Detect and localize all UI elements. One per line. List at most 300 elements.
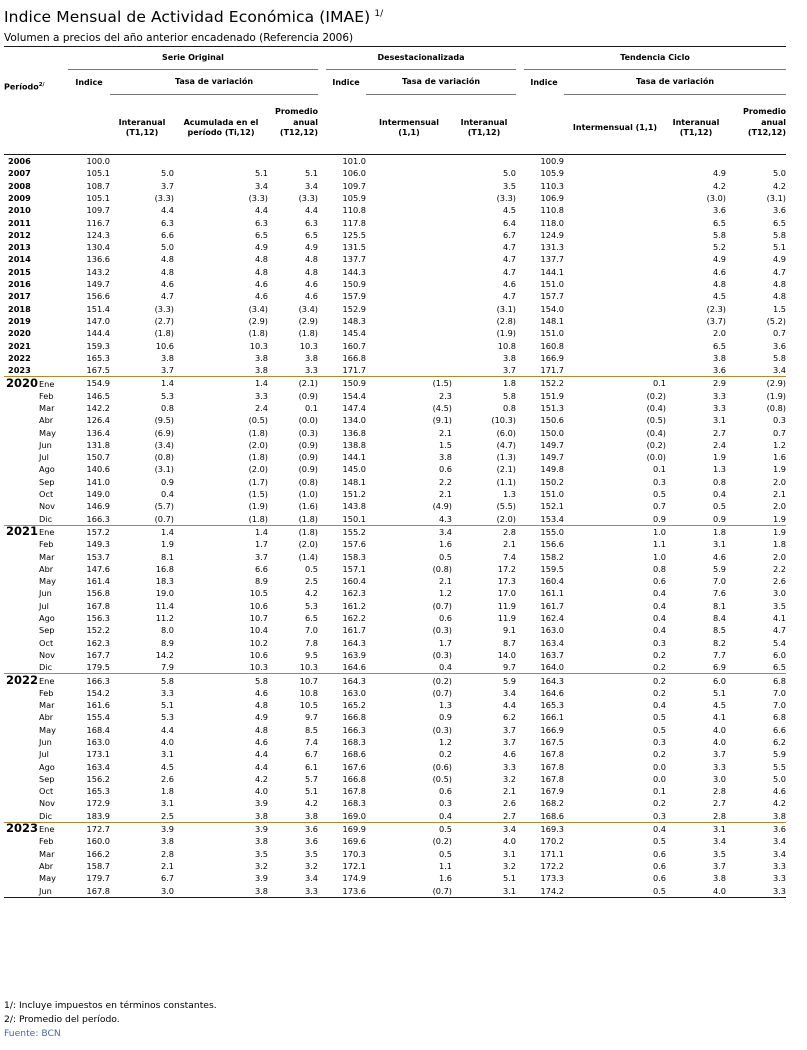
table-bottom-rule [4,897,786,898]
tc-promedio-cell: 3.5 [772,600,786,611]
tc-interanual-cell: 8.2 [712,637,726,648]
tc-intermensual-cell [564,192,666,204]
so-indice-cell: 166.2 [86,848,110,859]
tc-promedio-cell: 6.2 [772,737,786,747]
tc-indice-cell: 166.9 [540,352,564,363]
so-interanual-cell: 5.3 [160,390,174,401]
tc-promedio-cell: 6.8 [772,712,786,723]
de-interanual-cell: 4.7 [502,242,516,253]
tc-interanual-cell: 3.7 [712,860,726,871]
gap-cell [516,797,524,809]
gap-cell [318,402,326,414]
so-indice-cell: 126.4 [86,415,110,426]
so-promedio-cell: 3.3 [304,365,318,376]
de-indice-cell: 157.9 [342,291,366,302]
so-acumulada-cell: 3.2 [254,860,268,871]
de-indice-cell: 174.9 [342,873,366,884]
de-interanual-cell: 3.2 [502,860,516,871]
table-row [4,488,786,500]
so-promedio-cell: (0.3) [298,427,318,438]
table-row [4,773,786,785]
tc-interanual-cell: 4.0 [712,737,726,747]
tc-intermensual-cell: 0.4 [652,625,666,636]
so-acumulada-cell: 10.3 [249,340,268,351]
de-indice-cell: 105.9 [342,192,366,203]
month-label: Feb [39,390,54,401]
gap-cell [318,315,326,327]
de-indice-cell: 164.3 [326,674,366,687]
month-label: Oct [39,489,54,500]
so-acumulada-cell: 4.0 [254,786,268,797]
gap-cell [318,488,326,500]
de-interanual-cell: 3.1 [502,885,516,896]
so-acumulada-cell: 4.8 [254,254,268,265]
so-interanual-cell: (9.5) [154,415,174,426]
so-acumulada-cell: 10.2 [249,637,268,648]
so-acumulada-cell: 3.8 [254,810,268,821]
de-indice-cell: 169.9 [326,823,366,836]
gap-cell [516,327,524,339]
periodo-cell [4,488,68,500]
so-indice-cell: 149.7 [86,279,110,290]
tc-intermensual-cell: 0.5 [652,489,666,500]
de-interanual-cell: 9.1 [502,625,516,636]
gap-cell [318,885,326,898]
de-intermensual-cell [366,352,452,364]
de-indice-cell: 169.6 [342,836,366,847]
periodo-cell: 2014 [8,254,31,265]
tc-intermensual-cell: 0.6 [652,848,666,859]
so-interanual-cell: 18.3 [155,576,174,587]
gap-cell [516,315,524,327]
so-indice-cell: 108.7 [86,180,110,191]
so-acumulada-cell: 1.4 [174,377,268,390]
tc-indice-cell: 162.4 [540,613,564,624]
so-promedio-cell: 5.1 [304,786,318,797]
gap-cell [516,872,524,884]
so-interanual-cell: 0.9 [160,476,174,487]
periodo-cell [4,872,68,884]
so-indice-cell: 156.6 [86,291,110,302]
gap-cell [516,278,524,290]
tc-intermensual-cell: 0.6 [652,576,666,587]
so-interanual-cell: 8.0 [160,625,174,636]
tc-intermensual-cell: 0.6 [652,860,666,871]
table-row [4,463,786,475]
so-promedio-cell: 10.5 [299,700,318,711]
table-row [4,699,786,711]
de-interanual-cell: (3.1) [496,303,516,314]
month-label: Nov [39,501,55,512]
gap-cell [516,575,524,587]
month-label: Ene [39,378,55,389]
tc-intermensual-cell [564,352,666,364]
de-indice-cell: 152.9 [342,303,366,314]
de-intermensual-cell: (0.7) [432,885,452,896]
so-indice-cell: 157.2 [68,525,110,538]
tc-indice-cell: 167.8 [540,773,564,784]
month-label: Oct [39,786,54,797]
so-indice-cell: 147.6 [86,563,110,574]
gap-cell [516,748,524,760]
periodo-cell [4,402,68,414]
gap-cell [516,266,524,278]
de-interanual-cell: 2.1 [502,539,516,550]
gap-cell [516,823,524,836]
periodo-cell [4,823,68,836]
month-label: Sep [39,625,55,636]
periodo-cell: 2006 [8,156,31,167]
de-intermensual-cell: 0.2 [438,749,452,760]
so-interanual-cell: 4.8 [160,266,174,277]
tc-promedio-cell: 6.5 [772,662,786,673]
gap-cell [516,612,524,624]
year-label: 2022 [6,672,39,687]
so-interanual-cell: (6.9) [154,427,174,438]
de-interanual-cell: 5.0 [502,168,516,179]
month-label: Feb [39,539,54,550]
so-interanual-cell: 4.7 [160,291,174,302]
so-promedio-cell: (0.9) [298,390,318,401]
so-indice-cell: 124.3 [86,229,110,240]
periodo-cell [4,637,68,649]
gap-cell [318,600,326,612]
de-indice-cell: 154.4 [342,390,366,401]
so-acumulada-cell: (1.8) [248,513,268,524]
so-promedio-cell: 3.4 [304,180,318,191]
tc-intermensual-cell: (0.5) [646,415,666,426]
tc-promedio-cell: 1.2 [772,439,786,450]
tc-promedio-cell: 5.5 [772,761,786,772]
so-acumulada-cell: (1.8) [248,328,268,339]
de-intermensual-cell: (0.3) [432,625,452,636]
gap-cell [318,204,326,216]
de-interanual-cell: 3.4 [502,687,516,698]
so-promedio-cell: 0.1 [304,402,318,413]
de-interanual-cell: (2.8) [496,315,516,326]
de-interanual-cell: 2.6 [502,798,516,809]
gap-cell [516,439,524,451]
so-promedio-cell: 9.5 [304,649,318,660]
tc-indice-cell: 144.1 [540,266,564,277]
table-row [4,687,786,699]
so-promedio-cell: 7.0 [304,625,318,636]
tc-intermensual-cell: 0.5 [652,724,666,735]
gap-cell [516,377,524,390]
so-promedio-cell: 10.3 [299,662,318,673]
tc-interanual-cell: 3.6 [712,365,726,376]
tc-promedio-cell: 6.5 [772,217,786,228]
so-indice-cell: 154.9 [68,377,110,390]
periodo-cell [4,724,68,736]
tc-promedio-cell: 3.3 [772,885,786,896]
de-intermensual-cell: 0.6 [438,464,452,475]
so-indice-cell: 156.8 [86,588,110,599]
month-label: Abr [39,860,54,871]
so-indice-cell: 183.9 [86,810,110,821]
de-intermensual-cell: 0.3 [438,798,452,809]
gap-cell [516,736,524,748]
tc-intermensual-cell: 0.2 [652,749,666,760]
gap-cell [318,797,326,809]
periodo-cell [4,538,68,550]
so-interanual-cell: 0.8 [160,402,174,413]
so-promedio-header: Promedio anual (T12,12) [274,107,318,138]
de-indice-cell: 147.4 [342,402,366,413]
de-interanual-cell: 11.9 [497,600,516,611]
table-row [4,377,786,390]
so-promedio-cell: (0.9) [298,439,318,450]
de-intermensual-cell [366,339,452,351]
gap-cell [318,278,326,290]
table-row [4,253,786,265]
de-interanual-cell: 3.5 [502,180,516,191]
periodo-cell: 2020 [8,328,31,339]
de-indice-cell: 167.8 [342,786,366,797]
de-indice-cell: 157.6 [342,539,366,550]
month-label: Dic [39,513,53,524]
month-label: Jul [39,452,49,463]
so-acumulada-cell: 3.8 [254,352,268,363]
tc-intermensual-cell [564,266,666,278]
gap-cell [318,612,326,624]
tc-promedio-cell: 1.9 [772,513,786,524]
periodo-cell [4,551,68,563]
de-intermensual-cell [366,315,452,327]
page-subtitle: Volumen a precios del año anterior encadenado (Referencia 2006) [4,32,354,44]
so-interanual-cell: (1.8) [154,328,174,339]
so-acumulada-cell: (2.0) [248,464,268,475]
periodo-cell [4,563,68,575]
table-row [4,339,786,351]
tc-promedio-cell: 5.0 [772,168,786,179]
gap-cell [516,674,524,687]
de-indice-cell: 172.1 [342,860,366,871]
so-interanual-cell: 1.4 [110,377,174,390]
de-intermensual-cell [366,266,452,278]
periodo-cell [4,587,68,599]
table-row [4,600,786,612]
so-promedio-cell: (1.8) [268,525,318,538]
so-acumulada-cell: (1.9) [248,501,268,512]
tc-interanual-cell [666,155,726,168]
tc-intermensual-cell: 1.0 [564,525,666,538]
de-interanual-cell: 4.7 [502,266,516,277]
so-interanual-cell: 4.4 [160,205,174,216]
gap-cell [318,476,326,488]
table-row [4,797,786,809]
de-interanual-cell: 17.3 [497,576,516,587]
tc-interanual-cell: 4.9 [712,254,726,265]
periodo-cell: 2013 [8,242,31,253]
so-interanual-cell [110,155,174,168]
periodo-cell [4,390,68,402]
section-serie-original: Serie Original [68,47,318,70]
gap-cell [516,687,524,699]
periodo-cell [4,612,68,624]
tc-intermensual-cell [564,180,666,192]
so-acumulada-cell: (1.8) [248,427,268,438]
tc-promedio-cell: 7.0 [772,700,786,711]
year-label: 2023 [6,821,39,836]
de-intermensual-cell: 1.1 [438,860,452,871]
tc-indice-cell: 149.7 [540,452,564,463]
gap-cell [318,748,326,760]
de-intermensual-cell [366,364,452,377]
tc-indice-cell: 148.1 [540,315,564,326]
tc-promedio-cell: 4.8 [772,291,786,302]
tc-intermensual-cell: 0.8 [652,563,666,574]
table-row [4,439,786,451]
de-interanual-cell: 6.4 [502,217,516,228]
so-promedio-cell: 9.7 [304,712,318,723]
gap-cell [318,377,326,390]
de-interanual-cell: 17.2 [497,563,516,574]
tc-interanual-header: Interanual (T1,12) [672,117,720,137]
tc-intermensual-cell [564,339,666,351]
tc-interanual-cell: 6.5 [712,340,726,351]
so-acumulada-cell: (3.4) [248,303,268,314]
tc-promedio-cell: 2.1 [772,489,786,500]
table-row [4,872,786,884]
so-interanual-cell: 8.9 [160,637,174,648]
periodo-cell [4,860,68,872]
so-acumulada-cell: 3.5 [254,848,268,859]
month-label: Nov [39,798,55,809]
de-indice-cell: 163.9 [342,649,366,660]
table-row [4,451,786,463]
tc-indice-cell: 159.5 [540,563,564,574]
gap-cell [516,661,524,674]
periodo-cell [4,761,68,773]
so-promedio-cell: 10.8 [299,687,318,698]
so-indice-cell: 141.0 [86,476,110,487]
de-intermensual-cell [366,327,452,339]
de-interanual-cell: 4.7 [502,254,516,265]
table-row [4,513,786,526]
tc-intermensual-cell: 0.3 [652,810,666,821]
de-indice-cell: 162.3 [342,588,366,599]
gap-cell [318,216,326,228]
so-acumulada-cell: 4.4 [254,761,268,772]
tc-intermensual-cell: 0.5 [652,836,666,847]
table-row [4,810,786,823]
tc-interanual-cell: 3.5 [712,848,726,859]
gap-cell [516,229,524,241]
tc-indice-cell: 167.8 [540,761,564,772]
so-indice-cell: 150.7 [86,452,110,463]
de-indice-cell: 145.4 [342,328,366,339]
tc-intermensual-cell [564,303,666,315]
tc-interanual-cell: 6.5 [712,217,726,228]
so-interanual-cell: 2.8 [160,848,174,859]
tc-intermensual-cell [564,364,666,377]
tc-indice-cell: 154.0 [540,303,564,314]
so-indice-cell: 160.0 [86,836,110,847]
tc-intermensual-cell: (0.2) [646,390,666,401]
tc-interanual-cell: 5.9 [712,563,726,574]
table-row [4,823,786,836]
periodo-cell [4,439,68,451]
so-interanual-cell: 3.0 [160,885,174,896]
tc-intermensual-cell: 0.5 [652,885,666,896]
table-row [4,563,786,575]
gap-cell [516,253,524,265]
so-interanual-cell: 4.8 [160,254,174,265]
so-interanual-cell: 8.1 [160,551,174,562]
tc-indice-cell: 155.0 [524,525,564,538]
de-intermensual-cell: (0.2) [432,836,452,847]
so-acumulada-cell: 10.3 [249,662,268,673]
so-interanual-cell: 3.1 [160,798,174,809]
so-indice-cell: 167.7 [86,649,110,660]
year-label: 2021 [6,524,39,539]
tc-promedio-cell: 3.3 [772,873,786,884]
de-intermensual-cell: 1.7 [438,637,452,648]
de-interanual-cell: 14.0 [497,649,516,660]
so-indice-cell: 154.2 [86,687,110,698]
tc-promedio-cell: 3.6 [772,205,786,216]
tc-intermensual-cell: 0.0 [652,761,666,772]
gap-cell [318,587,326,599]
tc-promedio-cell: (3.1) [766,192,786,203]
so-promedio-cell: 10.7 [268,674,318,687]
table-row [4,266,786,278]
gap-cell [318,699,326,711]
gap-cell [318,339,326,351]
tc-interanual-cell: 1.8 [666,525,726,538]
so-interanual-cell: 4.5 [160,761,174,772]
tc-promedio-cell: 4.7 [772,266,786,277]
table-row [4,315,786,327]
so-promedio-cell: 4.2 [304,798,318,809]
tc-intermensual-cell [564,315,666,327]
tc-interanual-cell: 5.2 [712,242,726,253]
so-promedio-cell: 3.8 [304,352,318,363]
tc-intermensual-cell: 0.4 [652,613,666,624]
gap-cell [516,600,524,612]
tc-interanual-cell: 5.1 [712,687,726,698]
so-promedio-cell: 4.2 [304,588,318,599]
so-interanual-cell: 6.7 [160,873,174,884]
so-promedio-cell: (3.4) [298,303,318,314]
de-indice-cell: 155.2 [326,525,366,538]
de-intermensual-cell: 0.5 [366,823,452,836]
table-row [4,538,786,550]
month-label: Oct [39,637,54,648]
tc-interanual-cell: 5.8 [712,229,726,240]
tc-indice-cell: 163.4 [540,637,564,648]
de-interanual-cell: 5.8 [502,390,516,401]
tc-interanual-cell: 3.6 [712,205,726,216]
month-label: Jun [39,439,52,450]
de-indice-cell: 160.7 [342,340,366,351]
tc-indice-cell: 149.7 [540,439,564,450]
gap-cell [516,290,524,302]
tc-indice-cell: 160.4 [540,576,564,587]
tc-promedio-cell: 2.0 [772,551,786,562]
tc-promedio-cell: 1.8 [772,539,786,550]
table-row [4,649,786,661]
periodo-cell: 2023 [8,365,31,376]
so-indice-cell: 149.0 [86,489,110,500]
de-intermensual-cell: 0.5 [438,551,452,562]
de-intermensual-cell: (0.3) [432,649,452,660]
de-indice-cell: 168.3 [342,798,366,809]
de-intermensual-cell: 3.4 [366,525,452,538]
tc-indice-cell: 168.6 [540,810,564,821]
de-intermensual-cell: 1.3 [438,700,452,711]
